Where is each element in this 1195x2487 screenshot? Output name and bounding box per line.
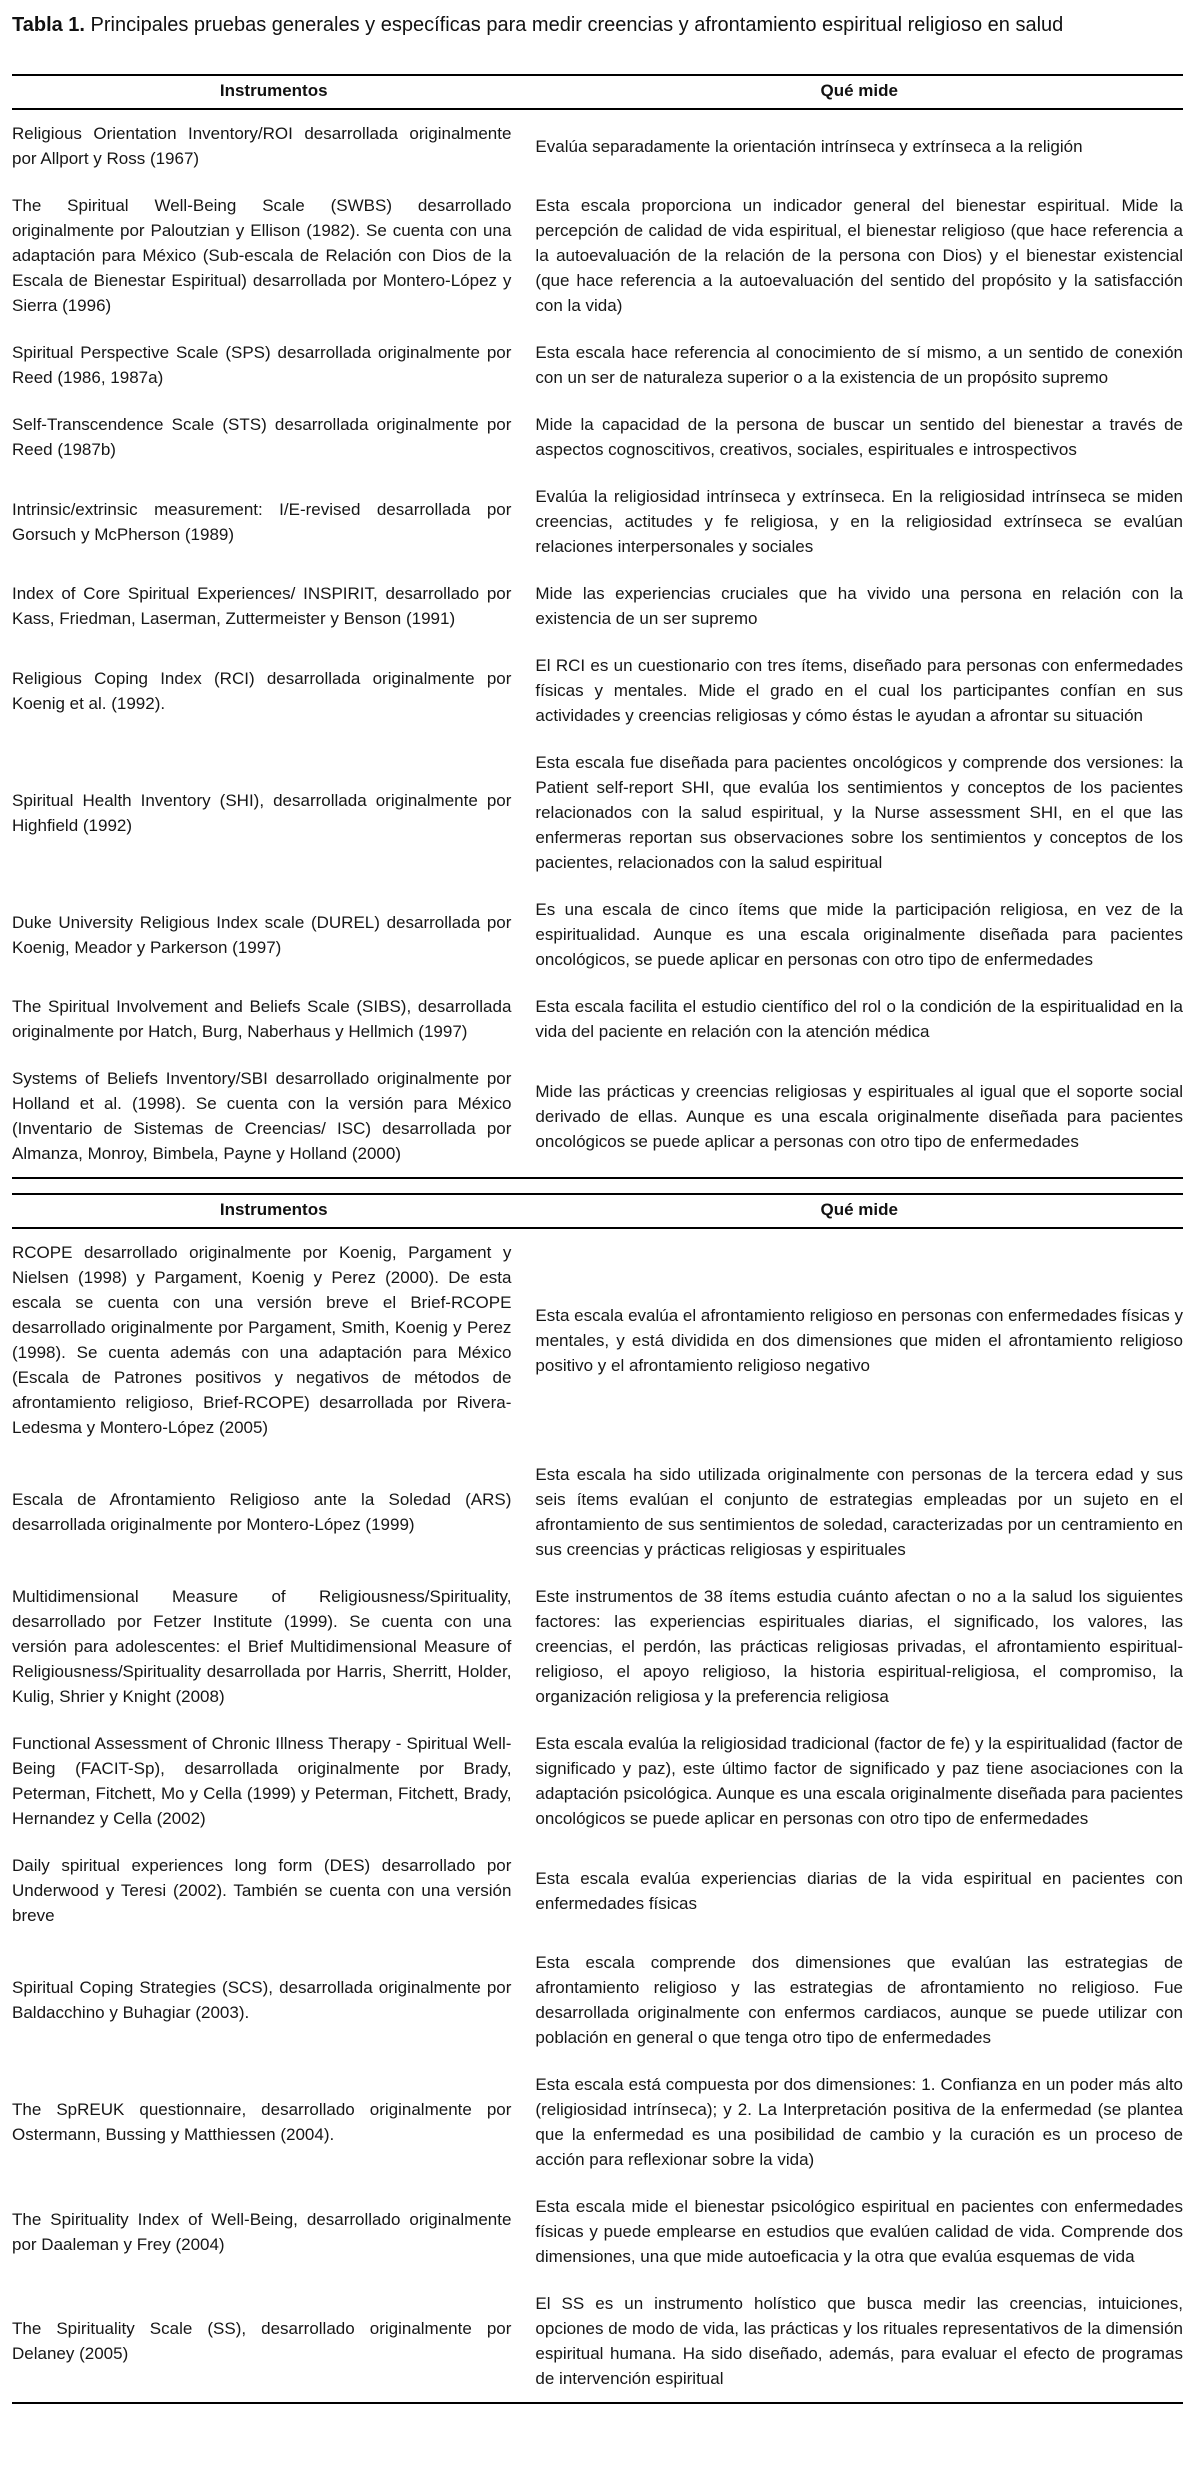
table-row <box>12 642 1183 739</box>
table-row <box>12 886 1183 983</box>
measure-cell: El RCI es un cuestionario con tres ítems, diseñado para personas con enfermedades físicas y mentales. Mide el grado en el cual los participantes confían en sus actividades y creencias religiosas y cómo éstas le ayudan a afrontar su situación <box>535 656 1183 725</box>
measure-cell: Es una escala de cinco ítems que mide la participación religiosa, en vez de la espiritualidad. Aunque es una escala originalmente diseñada para pacientes oncológicos, se puede aplicar en personas con otro tipo de enfermedades <box>535 900 1183 969</box>
measure-cell: Evalúa separadamente la orientación intrínseca y extrínseca a la religión <box>535 136 1083 156</box>
instrument-cell: Intrinsic/extrinsic measurement: I/E-revised desarrollada por Gorsuch y McPherson (1989) <box>12 499 512 544</box>
instrument-cell: Daily spiritual experiences long form (DES) desarrollado por Underwood y Teresi (2002). También se cuenta con una versión breve <box>12 1856 512 1925</box>
measure-cell: Esta escala mide el bienestar psicológico espiritual en pacientes con enfermedades físicas y puede emplearse en estudios que evalúen calidad de vida. Comprende dos dimensiones, una que mide autoeficacia y la otra que evalúa esquemas de vida <box>535 2197 1183 2266</box>
table-row <box>12 1451 1183 1573</box>
table-row <box>12 1720 1183 1842</box>
table-row <box>12 109 1183 182</box>
instrument-cell: Systems of Beliefs Inventory/SBI desarrollado originalmente por Holland et al. (1998). Se cuenta con la versión para México (Inventario de Sistemas de Creencias/ ISC) desarrollada por Almanza, Monroy, Bimbela, Payne y Holland (2000) <box>12 1069 512 1163</box>
table-row <box>12 739 1183 886</box>
table-row <box>12 983 1183 1055</box>
table-caption-number: Tabla 1. <box>12 14 85 36</box>
instrument-cell: The SpREUK questionnaire, desarrollado originalmente por Ostermann, Bussing y Matthiessen (2004). <box>12 2100 512 2144</box>
measure-cell: Esta escala fue diseñada para pacientes oncológicos y comprende dos versiones: la Patient self-report SHI, que evalúa los sentimientos y conceptos de los pacientes relacionados con la salud espiritual, y la Nurse assessment SHI, en el que las enfermeras reportan sus observaciones sobre los sentimientos y conceptos de los pacientes, relacionados con la salud espiritual <box>535 753 1183 872</box>
column-header-instrumentos: Instrumentos <box>12 1194 535 1228</box>
measure-cell: Esta escala evalúa el afrontamiento religioso en personas con enfermedades físicas y mentales, y está dividida en dos dimensiones que miden el afrontamiento religioso positivo y el afrontamiento religioso negativo <box>535 1305 1183 1375</box>
table-row <box>12 1228 1183 1451</box>
instrument-cell: Duke University Religious Index scale (DUREL) desarrollada por Koenig, Meador y Parkerson (1997) <box>12 912 512 957</box>
instrument-cell: Multidimensional Measure of Religiousness/Spirituality, desarrollado por Fetzer Institute (1999). Se cuenta con una versión para adolescentes: el Brief Multidimensional Measure of Religiousness/Spirituality desarrollada por Harris, Sherritt, Holder, Kulig, Shrier y Knight (2008) <box>12 1587 512 1706</box>
instrument-cell: The Spirituality Scale (SS), desarrollado originalmente por Delaney (2005) <box>12 2319 512 2363</box>
table-row <box>12 570 1183 642</box>
measure-cell: Mide las experiencias cruciales que ha vivido una persona en relación con la existencia de un ser supremo <box>535 584 1183 628</box>
general-table-header <box>12 75 1183 109</box>
measure-cell: Esta escala está compuesta por dos dimensiones: 1. Confianza en un poder más alto (religiosidad intrínseca); y 2. La Interpretación positiva de la enfermedad (se plantea que la enfermedad es una posibilidad de cambio y la curación es un proceso de acción para reflexionar sobre la vida) <box>535 2075 1183 2169</box>
column-header-instrumentos: Instrumentos <box>12 75 535 109</box>
table-row <box>12 2061 1183 2183</box>
measure-cell: Esta escala proporciona un indicador general del bienestar espiritual. Mide la percepción de calidad de vida espiritual, el bienestar religioso (que hace referencia a la autoevaluación de la relación de la persona con Dios) y el bienestar existencial (que hace referencia a la autoevaluación del sentido del propósito y la satisfacción con la vida) <box>535 196 1183 315</box>
measure-cell: Este instrumentos de 38 ítems estudia cuánto afectan o no a la salud los siguientes factores: las experiencias espirituales diarias, el significado, los valores, las creencias, el perdón, las prácticas religiosas privadas, el afrontamiento espiritual-religioso, el apoyo religioso, la historia espiritual-religiosa, el compromiso, la organización religiosa y la preferencia religiosa <box>535 1587 1183 1706</box>
measure-cell: Esta escala facilita el estudio científico del rol o la condición de la espiritualidad en la vida del paciente en relación con la atención médica <box>535 997 1183 1041</box>
table-row <box>12 2280 1183 2403</box>
instrument-cell: Spiritual Health Inventory (SHI), desarrollada originalmente por Highfield (1992) <box>12 790 512 835</box>
measure-cell: Esta escala ha sido utilizada originalmente con personas de la tercera edad y sus seis ítems evalúan el conjunto de estrategias empleadas por un sujeto en el afrontamiento de sus sentimientos de soledad, caracterizadas por un centramiento en sus creencias y prácticas religiosas y espirituales <box>535 1465 1183 1559</box>
instrument-cell: Index of Core Spiritual Experiences/ INSPIRIT, desarrollado por Kass, Friedman, Laserman, Zuttermeister y Benson (1991) <box>12 584 512 628</box>
table-row <box>12 182 1183 329</box>
measure-cell: Esta escala evalúa la religiosidad tradicional (factor de fe) y la espiritualidad (factor de significado y paz), este último factor de significado y paz tiene asociaciones con la adaptación psicológica. Aunque es una escala originalmente diseñada para pacientes oncológicos se puede aplicar en personas con otro tipo de enfermedades <box>535 1734 1183 1828</box>
instrument-cell: Religious Orientation Inventory/ROI desarrollada originalmente por Allport y Ross (1967) <box>12 124 512 168</box>
measure-cell: Evalúa la religiosidad intrínseca y extrínseca. En la religiosidad intrínseca se miden creencias, actitudes y fe religiosa, y en la religiosidad extrínseca se evalúan relaciones interpersonales y sociales <box>535 487 1183 556</box>
header-row <box>12 75 1183 109</box>
measure-cell: Mide las prácticas y creencias religiosas y espirituales al igual que el soporte social derivado de ellas. Aunque es una escala originalmente diseñada para pacientes oncológicos se puede aplicar a personas con otro tipo de enfermedades <box>535 1081 1183 1151</box>
table-caption-text: Principales pruebas generales y específicas para medir creencias y afrontamiento espiritual religioso en salud <box>85 14 1064 36</box>
general-table-body <box>12 109 1183 1178</box>
general-instruments-table <box>12 74 1183 1179</box>
table-row <box>12 1842 1183 1939</box>
table-row <box>12 1573 1183 1720</box>
measure-cell: Esta escala comprende dos dimensiones que evalúan las estrategias de afrontamiento religioso y las estrategias de afrontamiento no religioso. Fue desarrollada originalmente con enfermos cardiacos, aunque se puede utilizar con población en general o que tenga otro tipo de enfermedades <box>535 1953 1183 2047</box>
table-row <box>12 1939 1183 2061</box>
instrument-cell: Escala de Afrontamiento Religioso ante la Soledad (ARS) desarrollada originalmente por Montero-López (1999) <box>12 1490 512 1534</box>
table-row <box>12 401 1183 473</box>
header-row <box>12 1194 1183 1228</box>
instrument-cell: Functional Assessment of Chronic Illness Therapy - Spiritual Well-Being (FACIT-Sp), desarrollada originalmente por Brady, Peterman, Fitchett, Mo y Cella (1999) y Peterman, Fitchett, Brady, Hernandez y Cella (2002) <box>12 1734 512 1828</box>
instrument-cell: Self-Transcendence Scale (STS) desarrollada originalmente por Reed (1987b) <box>12 415 512 459</box>
measure-cell: Mide la capacidad de la persona de buscar un sentido del bienestar a través de aspectos cognoscitivos, creativos, sociales, espirituales e introspectivos <box>535 415 1183 459</box>
measure-cell: El SS es un instrumento holístico que busca medir las creencias, intuiciones, opciones de modo de vida, las prácticas y los rituales representativos de la dimensión espiritual humana. Ha sido diseñado, además, para evaluar el efecto de programas de intervención espiritual <box>535 2294 1183 2388</box>
table-caption <box>12 10 1181 40</box>
table-row <box>12 1055 1183 1178</box>
instrument-cell: The Spirituality Index of Well-Being, desarrollado originalmente por Daaleman y Frey (2004) <box>12 2209 512 2254</box>
column-header-que-mide: Qué mide <box>535 1194 1183 1228</box>
table-row <box>12 473 1183 570</box>
column-header-que-mide: Qué mide <box>535 75 1183 109</box>
instrument-cell: The Spiritual Involvement and Beliefs Scale (SIBS), desarrollada originalmente por Hatch, Burg, Naberhaus y Hellmich (1997) <box>12 997 512 1041</box>
table-row <box>12 329 1183 401</box>
table-row <box>12 2183 1183 2280</box>
coping-table-body <box>12 1228 1183 2403</box>
instrument-cell: The Spiritual Well-Being Scale (SWBS) desarrollado originalmente por Paloutzian y Ellison (1982). Se cuenta con una adaptación para México (Sub-escala de Relación con Dios de la Escala de Bienestar Espiritual) desarrollada por Montero-López y Sierra (1996) <box>12 196 512 315</box>
measure-cell: Esta escala evalúa experiencias diarias de la vida espiritual en pacientes con enfermedades físicas <box>535 1868 1183 1913</box>
measure-cell: Esta escala hace referencia al conocimiento de sí mismo, a un sentido de conexión con un ser de naturaleza superior o a la existencia de un propósito supremo <box>535 343 1183 387</box>
instrument-cell: RCOPE desarrollado originalmente por Koenig, Pargament y Nielsen (1998) y Pargament, Koenig y Perez (2000). De esta escala se cuenta con una versión breve el Brief-RCOPE desarrollado originalmente por Pargament, Smith, Koenig y Perez (1998). Se cuenta además con una adaptación para México (Escala de Patrones positivos y negativos de métodos de afrontamiento religioso, Brief-RCOPE) desarrollada por Rivera-Ledesma y Montero-López (2005) <box>12 1243 512 1437</box>
coping-instruments-table <box>12 1193 1183 2404</box>
instrument-cell: Religious Coping Index (RCI) desarrollada originalmente por Koenig et al. (1992). <box>12 668 512 713</box>
instrument-cell: Spiritual Coping Strategies (SCS), desarrollada originalmente por Baldacchino y Buhagiar (2003). <box>12 1978 512 2022</box>
coping-table-header <box>12 1194 1183 1228</box>
instrument-cell: Spiritual Perspective Scale (SPS) desarrollada originalmente por Reed (1986, 1987a) <box>12 343 512 387</box>
